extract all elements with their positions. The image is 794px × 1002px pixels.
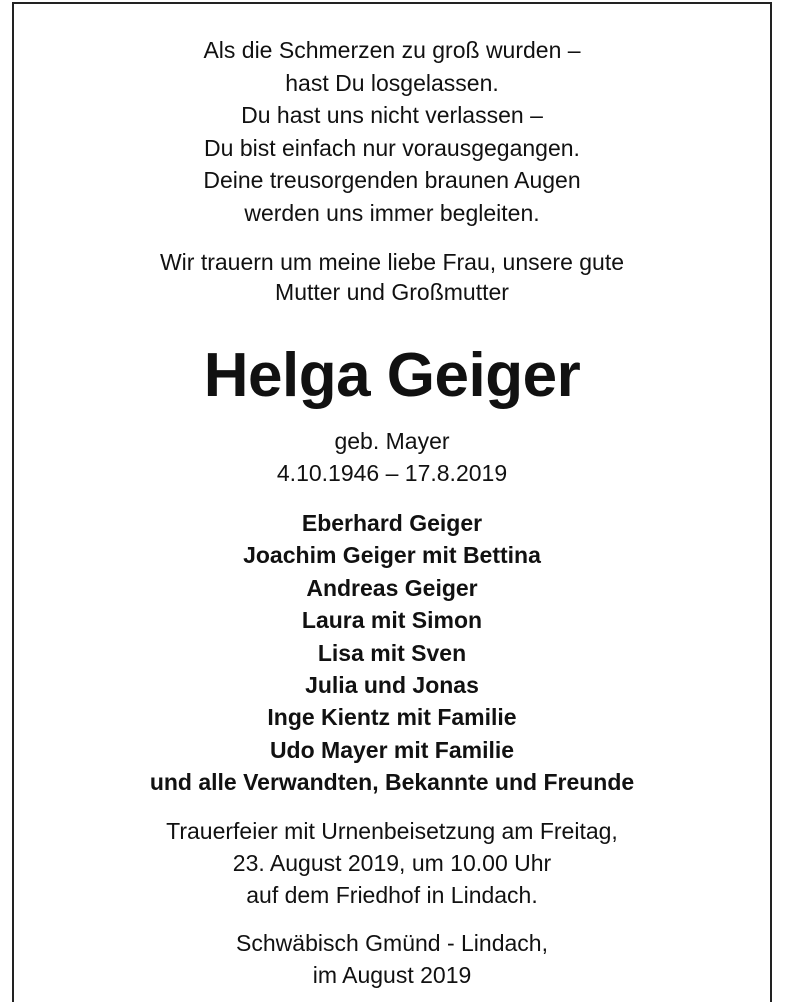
place-line: im August 2019 [312,961,472,988]
deceased-name: Helga Geiger [203,341,581,410]
life-info [14,425,770,489]
ceremony-info [14,815,770,911]
life-dates: 4.10.1946 – 17.8.2019 [276,460,508,486]
mourner: Lisa mit Sven [317,639,467,666]
mourner: Inge Kientz mit Familie [267,704,517,731]
obituary-frame [12,2,772,1002]
mourners-list [14,507,770,799]
mourner: Eberhard Geiger [301,510,483,536]
ceremony-line: 23. August 2019, um 10.00 Uhr [232,849,552,876]
intro-line: Wir trauern um meine liebe Frau, unsere gute [159,249,625,275]
mourner: Joachim Geiger mit Bettina [243,542,541,569]
poem-line: Als die Schmerzen zu groß wurden – [203,37,581,63]
mourner: Udo Mayer mit Familie [269,736,515,763]
intro-text [14,247,770,307]
poem-line: hast Du losgelassen. [285,69,499,96]
intro-line: Mutter und Großmutter [275,279,509,305]
mourner: Julia und Jonas [305,672,479,699]
mourner: Laura mit Simon [301,607,483,634]
poem-line: Deine treusorgenden braunen Augen [203,167,581,193]
obituary-content [14,34,770,991]
place-and-date [14,927,770,991]
poem-line: Du hast uns nicht verlassen – [241,102,543,128]
mourner: Andreas Geiger [306,574,478,601]
ceremony-line: auf dem Friedhof in Lindach. [246,881,538,908]
place-line: Schwäbisch Gmünd - Lindach, [236,929,548,956]
ceremony-line: Trauerfeier mit Urnenbeisetzung am Freitag, [166,817,618,844]
maiden-name: geb. Mayer [334,428,450,454]
mourner: und alle Verwandten, Bekannte und Freunde [149,769,635,796]
poem [14,34,770,229]
poem-line: Du bist einfach nur vorausgegangen. [204,134,580,161]
poem-line: werden uns immer begleiten. [244,199,540,226]
